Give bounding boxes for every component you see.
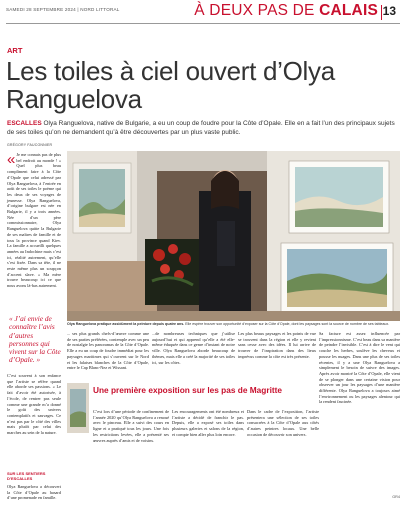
inset-photo [67, 383, 89, 433]
page-header [6, 3, 400, 33]
page-number: 13 [382, 4, 396, 18]
issue-date: SAMEDI 28 SEPTEMBRE 2024 | NORD LITTORAL [6, 7, 120, 12]
article-column-1-end: Olya Ranguelova a découvert la Côte d’Opale au hasard d’une promenade en famille. [7, 484, 61, 501]
drop-cap: « [7, 151, 16, 168]
article-column-1: « Je me connais pas de plus bel endroit au monde ! » Quel plus beau compliment faire à la Côte d’Opale que celui adressé par Olya Ranguelova, à l’entrée en août de ses toiles le poème qui les deux de ses voyages de jeunesse. Olya Ranguelova, d’origine bulgare est née en Bulgarie, il y a trois années. Née d’un père commissionnaire, Olya Ranguelova quitte la Bulgarie de ses maîtres de famille et de tous la province quand Kiev. La famille a accueilli quelques années au Indochine mais c’est ici, réalité autrement, qu’elle s’est fixée. Dans sa tête, il ne reste même plus un soupçon d’accent slave. « Ma mère trouve beaucoup ici ce que nous avons là-bas autrement. [7, 151, 61, 289]
section-title: À DEUX PAS DE CALAIS [194, 2, 378, 19]
artist-with-paintings-illustration [67, 151, 400, 321]
article-kicker: ART [7, 46, 23, 55]
page-footer-code: GR4 [392, 495, 400, 499]
article-byline: GRÉGORY FAUCONNIER [7, 143, 53, 147]
article-lede: ESCALLES Olya Ranguelova, native de Bulgarie, a eu un coup de foudre pour la Côte d’Opale. Elle en a fait l’un des principaux sujets de ses toiles qu’on ne demandent qu’à être découvertes par un plus vaste public. [7, 120, 395, 137]
secondary-headline: Une première exposition sur les pas de Magritte [93, 385, 283, 395]
header-rule [6, 23, 400, 24]
article-column-8: Dans le cadre de l’exposition, l’artiste présentera une sélection de ses toiles consacrées à la Côte d’Opale aux côtés d’autres peintres locaux. Une belle occasion de découvrir son univers. [247, 409, 319, 437]
inset-illustration [67, 383, 89, 433]
article-column-7: Les encouragements ont été nombreux et l’artiste a décidé de franchir le pas. Depuis, elle a exposé ses toiles dans plusieurs galeries et salons de la région, et compte bien aller plus loin encore. [172, 409, 244, 437]
article-column-5: Sa facture est assez influencée par l’impressionnisme. C’est beau dans sa manière de peindre l’invisible. C’est à dire le vent qui couche les herbes, soulève les cheveux et pousse les nuages. Dans une plus de ses toiles récentes, il y a une Olya Ranguelova a simplement le besoin de suivre des images. Après avoir montré la Côte d’Opale, elle vient de se plonger dans une certaine vision pour observer un jour les paysages d’une manière différente. Olya Ranguelova a toujours aimé l’environnement ou les paysages alentour qui la rendent fascinée. [319, 331, 400, 405]
main-photo [67, 151, 400, 321]
article-column-1-continued: C’est souvent à son enfance que l’artiste se réfère quand elle aborde ses passions. « Le fait d’avoir été autorisée, à l’école, de rentrer pas seule comme une grande m’a donné le goût des univers contemplatifs et sauvages. Ce n’est pas par le côté des villes mais plutôt par celui des marches au sein de la nature. [7, 373, 61, 436]
article-column-6: C’est lors d’une période de confinement de l’année 2020 qu’Olya Ranguelova a renoué avec le pinceau. Elle a suivi des cours en ligne et a pratiqué tous les jours. Une fois les restrictions levées, elle a présenté ses œuvres auprès d’amis et de voisins. [93, 409, 169, 443]
article-column-3: ...de nombreuses techniques que j’utilise aujourd’hui et qui apprend qu’elle a été elle-même éduquée dans ce genre d’instant de notre ville. Olya Ranguelova aborde beaucoup de thèmes, mais elle a créé la majorité de ses toiles ici, sur les côtes. [152, 331, 235, 365]
column-subhead: SUR LES SENTIERS D’ESCALLES [7, 471, 46, 481]
pull-quote: « J’ai envie de connaître l’avis d’autres personnes qui vivent sur la Côte d’Opale. » [9, 314, 61, 365]
article-column-2: ... ses plus grands chefs-d’œuvre comme une de ses parties préférées, contemple avec un peu de nostalgie les panoramas de la Côte d’Opale. Elle a eu un coup de foudre immédiat pour les paysages maritimes qui s’ouvrent sur le Nord et les falaises blanches de la Côte d’Opale, entre le Cap Blanc-Nez et Wissant. [67, 331, 149, 371]
article-column-4: Les plus beaux paysages et les points de vue se trouvent dans la région et elle y revient sans cesse avec des idées. Il lui arrive de trouver de l’inspiration dans des lieux imprévus comme la côte est très présente. [238, 331, 316, 359]
article-title: Les toiles à ciel ouvert d’Olya Ranguelova [6, 56, 335, 114]
photo-caption: Olya Ranguelova pratique assidûment la peinture depuis quatre ans. Elle espère trouver son opportunité d’exposer sur la Côte d’Opale, dont les paysages sont la source de nombre de ses tableaux. [67, 322, 390, 326]
